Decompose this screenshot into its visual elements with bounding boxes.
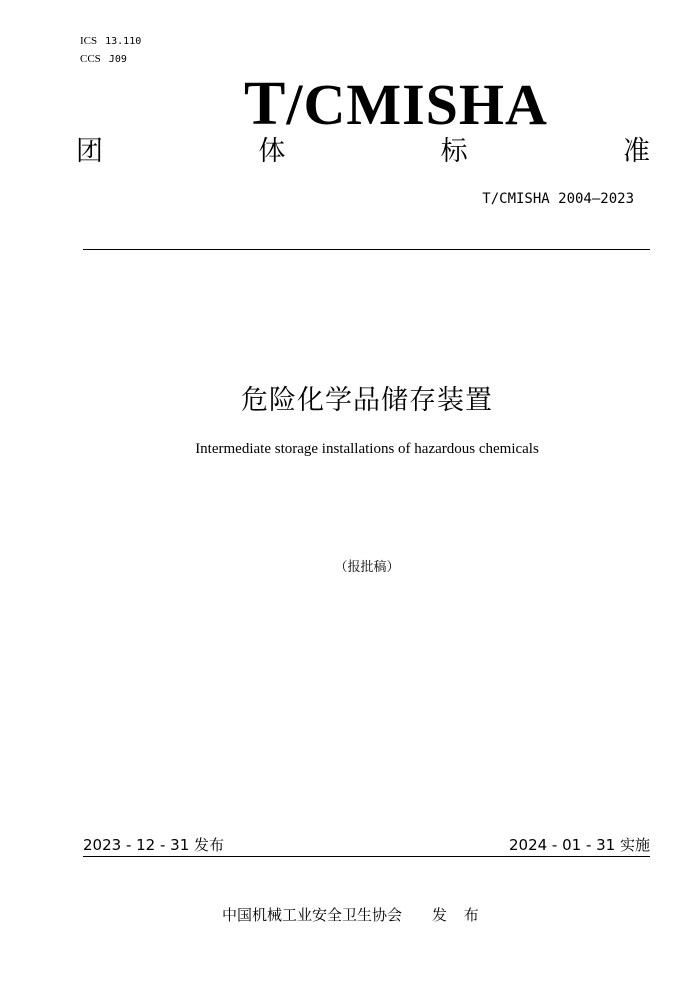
ccs-code: J09 — [108, 54, 127, 65]
standard-type-char-1: 团 — [76, 136, 103, 167]
ics-line — [80, 35, 141, 48]
standard-type-char-4: 准 — [622, 136, 650, 167]
document-title-chinese: 危险化学品储存装置 — [241, 385, 493, 416]
organization-logo — [244, 70, 614, 138]
ics-label: ICS — [80, 35, 98, 47]
ccs-line — [80, 53, 127, 66]
implementation-date: 2024 - 01 - 31 实施 — [508, 836, 650, 854]
ics-code: 13.110 — [105, 36, 142, 47]
publisher-line — [222, 904, 485, 925]
issue-date: 2023 - 12 - 31 发布 — [83, 836, 225, 854]
publisher-name: 中国机械工业安全卫生协会 — [222, 906, 403, 924]
logo-rest: /CMISHA — [286, 72, 548, 137]
publisher-action: 发 布 — [432, 906, 485, 924]
standard-type-char-3: 标 — [440, 136, 468, 167]
header-divider — [83, 249, 650, 250]
standard-type-char-2: 体 — [258, 136, 286, 167]
ccs-label: CCS — [80, 53, 101, 65]
standard-type — [76, 132, 650, 172]
document-title-english: Intermediate storage installations of hazardous chemicals — [195, 441, 539, 457]
logo-t-letter: T — [244, 70, 287, 138]
standard-number: T/CMISHA 2004—2023 — [482, 191, 634, 207]
draft-status: （报批稿） — [334, 560, 400, 575]
footer-divider — [83, 856, 650, 857]
